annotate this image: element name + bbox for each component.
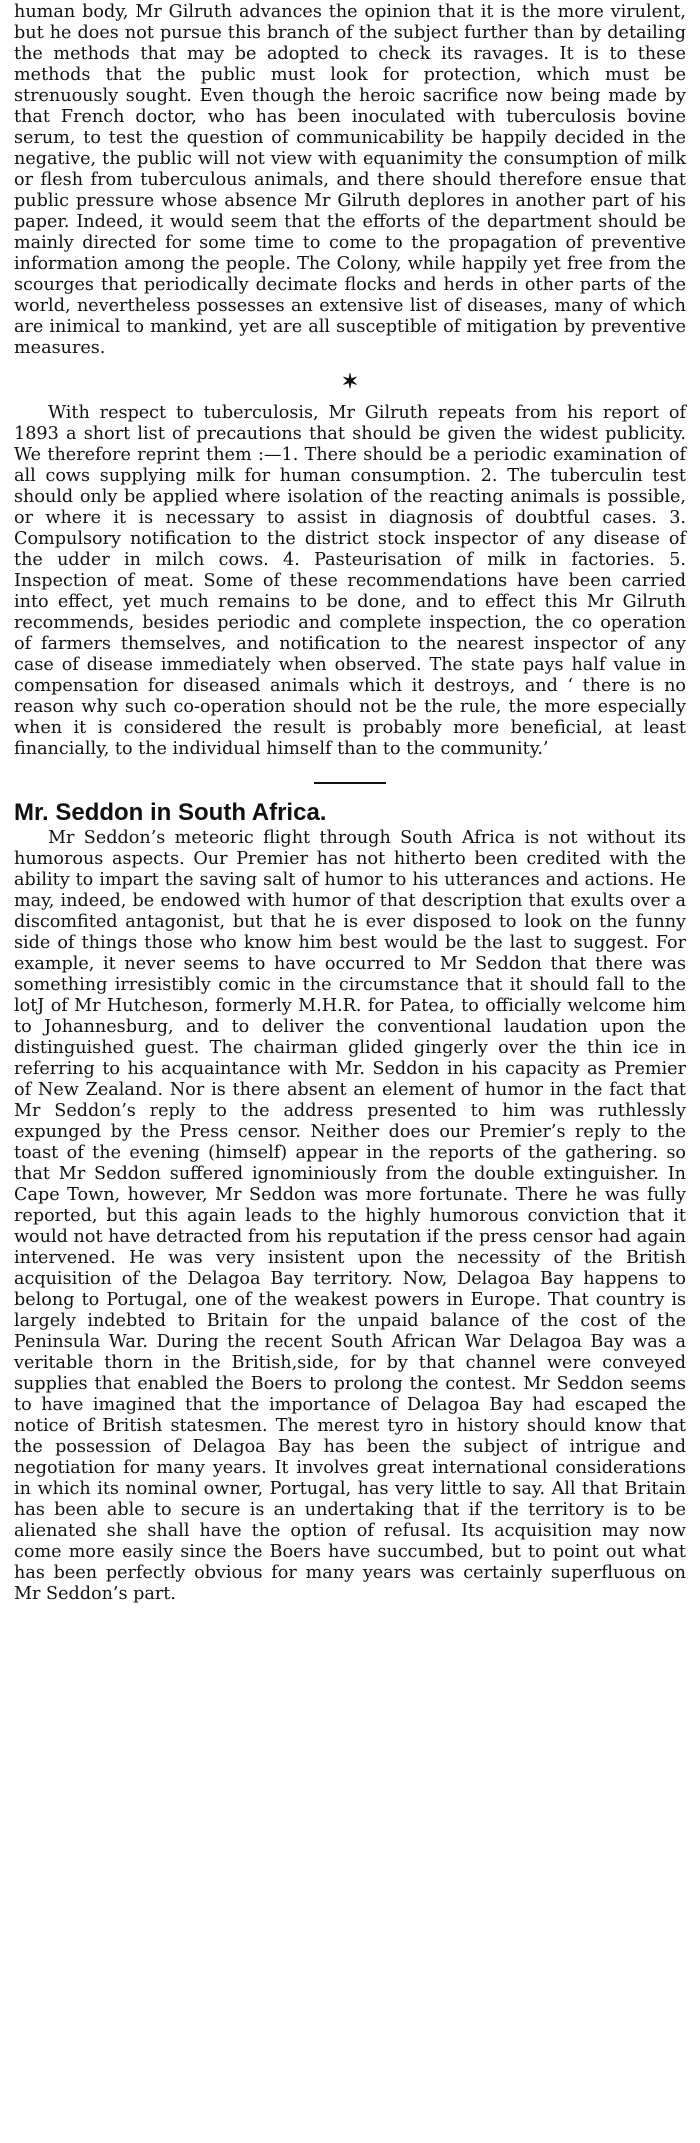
article-heading: Mr. Seddon in South Africa. [14, 799, 327, 826]
newspaper-page [14, 0, 686, 2143]
section-separator-star: ✶ [341, 369, 359, 393]
article-paragraph-seddon: Mr Seddon’s meteoric flight through South Africa is not without its humorous aspects. Our Premier has not hitherto been credited with the ability to impart the saving salt of humor to his utterances and actions. He may, indeed, be endowed with humor of that description that exults over a discomfited antagonist, but that he is ever disposed to look on the funny side of things those who know him best would be the last to suggest. For example, it never seems to have occurred to Mr Seddon that there was something irresistibly comic in the circumstance that it should fall to the lotJ of Mr Hutcheson, formerly M.H.R. for Patea, to officially welcome him to Johannesburg, and to deliver the conventional laudation upon the distinguished guest. The chairman glided gingerly over the thin ice in referring to his acquaintance with Mr. Seddon in his capacity as Premier of New Zealand. Nor is there absent an element of humor in the fact that Mr Seddon’s reply to the address presented to him was ruthlessly expunged by the Press censor. Neither does our Premier’s reply to the toast of the evening (himself) appear in the reports of the gathering. so that Mr Seddon suffered ignominiously from the double extinguisher. In Cape Town, however, Mr Seddon was more fortunate. There he was fully reported, but this again leads to the highly humorous conviction that it would not have detracted from his reputation if the press censor had again intervened. He was very insistent upon the necessity of the British acquisition of the Delagoa Bay territory. Now, Delagoa Bay happens to belong to Portugal, one of the weakest powers in Europe. That country is largely indebted to Britain for the unpaid balance of the cost of the Peninsula War. During the recent South African War Delagoa Bay was a veritable thorn in the British,side, for by that channel were conveyed supplies that enabled the Boers to prolong the contest. Mr Seddon seems to have imagined that the importance of Delagoa Bay had escaped the notice of British statesmen. The merest tyro in history should know that the possession of Delagoa Bay has been the subject of intrigue and negotiation for many years. It involves great international considerations in which its nominal owner, Portugal, has very little to say. All that Britain has been able to secure is an undertaking that if the territory is to be alienated she shall have the option of refusal. Its acquisition may now come more easily since the Boers have succumbed, but to point out what has been perfectly obvious for many years was certainly superfluous on Mr Seddon’s part. [14, 828, 686, 1604]
article-paragraph-precautions: With respect to tuberculosis, Mr Gilruth repeats from his report of 1893 a short list of precautions that should be given the widest publicity. We therefore reprint them :—1. There should be a periodic examination of all cows supplying milk for human consumption. 2. The tuberculin test should only be applied where isolation of the reacting animals is possible, or where it is necessary to assist in diagnosis of doubtful cases. 3. Compulsory notification to the district stock inspector of any disease of the udder in milch cows. 4. Pasteurisation of milk in factories. 5. Inspection of meat. Some of these recommendations have been carried into effect, yet much remains to be done, and to effect this Mr Gilruth recommends, besides periodic and complete inspection, the co operation of farmers themselves, and notification to the nearest inspector of any case of disease immediately when observed. The state pays half value in compensation for diseased animals which it destroys, and ‘ there is no reason why such co-operation should not be the rule, the more especially when it is considered the result is probably more beneficial, at least financially, to the individual himself than to the community.’ [14, 403, 686, 759]
divider-rule [314, 782, 386, 784]
article-paragraph-tuberculosis-intro: human body, Mr Gilruth advances the opinion that it is the more virulent, but he does not pursue this branch of the subject further than by detailing the methods that may be adopted to check its ravages. It is to these methods that the public must look for protection, which must be strenuously sought. Even though the heroic sacrifice now being made by that French doctor, who has been inoculated with tuberculosis bovine serum, to test the question of communicability be happily decided in the negative, the public will not view with equanimity the consumption of milk or flesh from tuberculous animals, and there should therefore ensue that public pressure whose absence Mr Gilruth deplores in another part of his paper. Indeed, it would seem that the efforts of the department should be mainly directed for some time to come to the propagation of preventive information among the people. The Colony, while happily yet free from the scourges that periodically decimate flocks and herds in other parts of the world, nevertheless possesses an extensive list of diseases, many of which are inimical to mankind, yet are all susceptible of mitigation by preventive measures. [14, 2, 686, 358]
section-divider [14, 760, 686, 796]
